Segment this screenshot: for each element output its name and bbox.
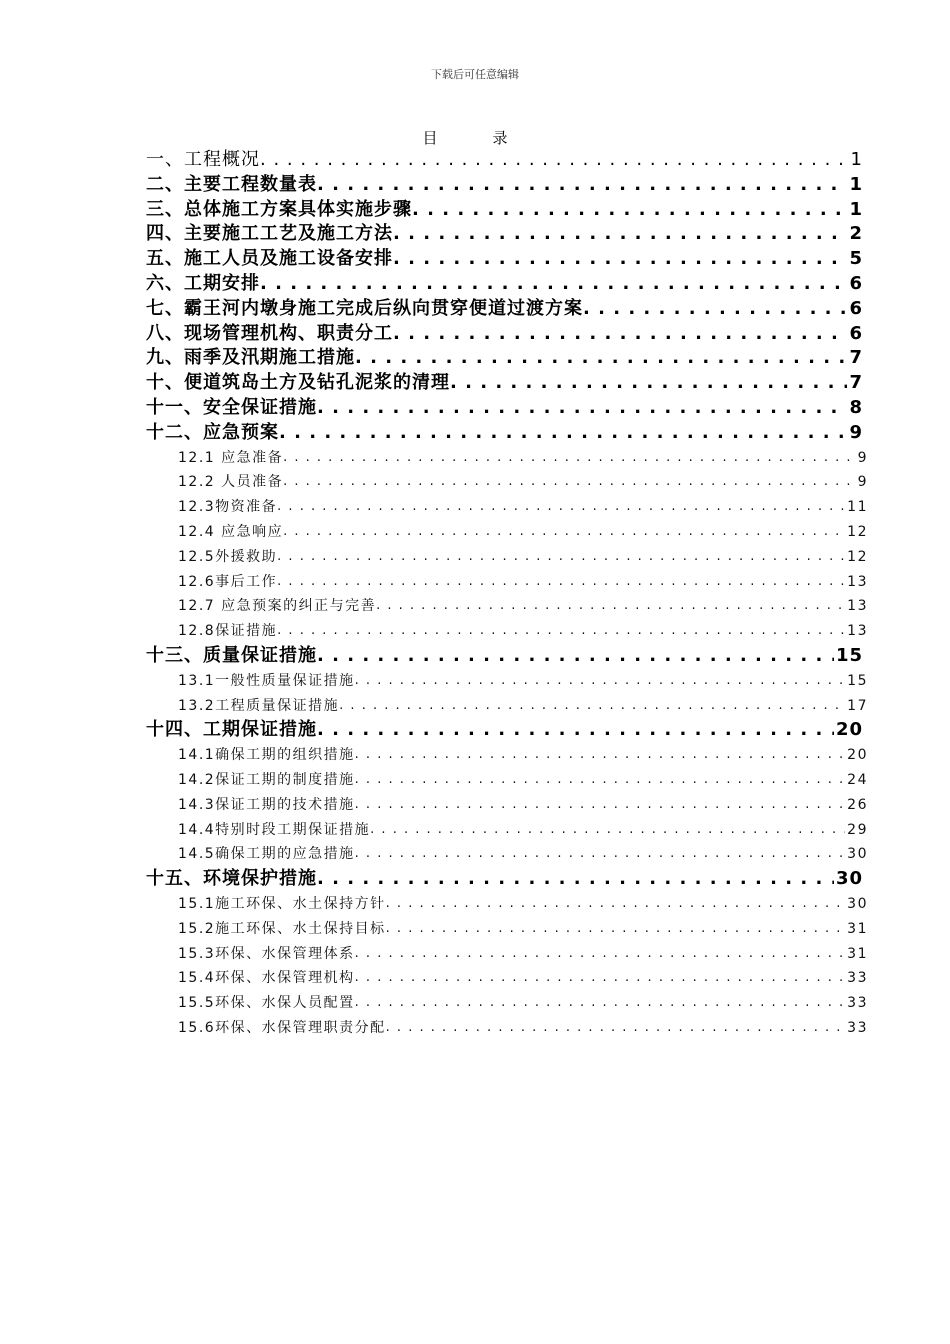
dot-leader xyxy=(283,446,855,471)
dot-leader xyxy=(412,198,847,223)
toc-entry-label: 12.1 应急准备 xyxy=(178,446,283,471)
toc-entry-label: 三、总体施工方案具体实施步骤 xyxy=(146,198,412,223)
toc-page-number: 7 xyxy=(847,371,863,396)
toc-page-number: 11 xyxy=(845,495,868,520)
toc-page-number: 6 xyxy=(847,272,863,297)
toc-page-number: 6 xyxy=(847,297,863,322)
toc-entry-label: 12.2 人员准备 xyxy=(178,470,283,495)
toc-entry-label: 13.2工程质量保证措施 xyxy=(178,694,339,719)
dot-leader xyxy=(386,917,846,942)
toc-page-number: 33 xyxy=(845,991,868,1016)
dot-leader xyxy=(283,470,855,495)
toc-page-number: 9 xyxy=(856,470,868,495)
toc-entry-label: 13.1一般性质量保证措施 xyxy=(178,669,355,694)
toc-section-entry[interactable] xyxy=(146,222,863,247)
toc-section-entry[interactable] xyxy=(146,867,863,892)
dot-leader xyxy=(355,768,846,793)
dot-leader xyxy=(339,694,845,719)
toc-section-entry[interactable] xyxy=(146,718,863,743)
toc-section-entry[interactable] xyxy=(146,272,863,297)
toc-page-number: 20 xyxy=(834,718,863,743)
toc-section-entry[interactable] xyxy=(146,322,863,347)
toc-page-number: 15 xyxy=(845,669,868,694)
toc-subsection-entry[interactable] xyxy=(146,991,868,1016)
toc-entry-label: 12.6事后工作 xyxy=(178,570,277,595)
toc-entry-label: 七、霸王河内墩身施工完成后纵向贯穿便道过渡方案 xyxy=(146,297,583,322)
toc-entry-label: 一、工程概况 xyxy=(146,148,260,173)
dot-leader xyxy=(450,371,847,396)
toc-entry-label: 12.4 应急响应 xyxy=(178,520,283,545)
toc-entry-label: 15.4环保、水保管理机构 xyxy=(178,966,355,991)
toc-entry-label: 12.3物资准备 xyxy=(178,495,277,520)
toc-entry-label: 八、现场管理机构、职责分工 xyxy=(146,322,393,347)
toc-entry-label: 12.8保证措施 xyxy=(178,619,277,644)
toc-page-number: 31 xyxy=(845,917,868,942)
toc-entry-label: 15.3环保、水保管理体系 xyxy=(178,942,355,967)
toc-page-number: 12 xyxy=(845,545,868,570)
dot-leader xyxy=(283,520,845,545)
toc-section-entry[interactable] xyxy=(146,297,863,322)
toc-section-entry[interactable] xyxy=(146,247,863,272)
toc-section-entry[interactable] xyxy=(146,198,863,223)
dot-leader xyxy=(583,297,847,322)
toc-subsection-entry[interactable] xyxy=(146,842,868,867)
toc-page-number: 26 xyxy=(845,793,868,818)
toc-entry-label: 15.1施工环保、水土保持方针 xyxy=(178,892,386,917)
toc-page-number: 1 xyxy=(847,198,863,223)
toc-subsection-entry[interactable] xyxy=(146,570,868,595)
dot-leader xyxy=(317,173,847,198)
toc-subsection-entry[interactable] xyxy=(146,669,868,694)
dot-leader xyxy=(260,148,849,173)
toc-page-number: 29 xyxy=(845,818,868,843)
toc-subsection-entry[interactable] xyxy=(146,446,868,471)
toc-entry-label: 12.7 应急预案的纠正与完善 xyxy=(178,594,376,619)
dot-leader xyxy=(370,818,845,843)
toc-entry-label: 十五、环境保护措施 xyxy=(146,867,317,892)
toc-page-number: 7 xyxy=(847,346,863,371)
toc-page-number: 13 xyxy=(845,570,868,595)
dot-leader xyxy=(317,867,834,892)
toc-entry-label: 四、主要施工工艺及施工方法 xyxy=(146,222,393,247)
toc-page-number: 9 xyxy=(856,446,868,471)
dot-leader xyxy=(277,570,845,595)
toc-subsection-entry[interactable] xyxy=(146,520,868,545)
toc-page-number: 9 xyxy=(847,421,863,446)
toc-subsection-entry[interactable] xyxy=(146,892,868,917)
toc-entry-label: 十、便道筑岛土方及钻孔泥浆的清理 xyxy=(146,371,450,396)
toc-subsection-entry[interactable] xyxy=(146,768,868,793)
toc-subsection-entry[interactable] xyxy=(146,966,868,991)
dot-leader xyxy=(355,346,847,371)
toc-entry-label: 15.5环保、水保人员配置 xyxy=(178,991,355,1016)
toc-subsection-entry[interactable] xyxy=(146,743,868,768)
toc-entry-label: 十四、工期保证措施 xyxy=(146,718,317,743)
toc-subsection-entry[interactable] xyxy=(146,818,868,843)
dot-leader xyxy=(376,594,845,619)
toc-entry-label: 十二、应急预案 xyxy=(146,421,279,446)
toc-page-number: 33 xyxy=(845,1016,868,1041)
toc-subsection-entry[interactable] xyxy=(146,470,868,495)
toc-page-number: 2 xyxy=(847,222,863,247)
toc-section-entry[interactable] xyxy=(146,644,863,669)
dot-leader xyxy=(355,669,846,694)
dot-leader xyxy=(386,892,846,917)
dot-leader xyxy=(260,272,847,297)
toc-page-number: 17 xyxy=(845,694,868,719)
toc-page-number: 12 xyxy=(845,520,868,545)
toc-page-number: 8 xyxy=(847,396,863,421)
dot-leader xyxy=(355,793,846,818)
toc-entry-label: 二、主要工程数量表 xyxy=(146,173,317,198)
toc-entry-label: 14.2保证工期的制度措施 xyxy=(178,768,355,793)
toc-subsection-entry[interactable] xyxy=(146,495,868,520)
toc-entry-label: 14.5确保工期的应急措施 xyxy=(178,842,355,867)
dot-leader xyxy=(317,396,847,421)
dot-leader xyxy=(277,545,845,570)
toc-section-entry[interactable] xyxy=(146,396,863,421)
dot-leader xyxy=(355,743,846,768)
dot-leader xyxy=(355,966,846,991)
dot-leader xyxy=(355,842,846,867)
toc-section-entry[interactable] xyxy=(146,173,863,198)
toc-entry-label: 14.4特别时段工期保证措施 xyxy=(178,818,370,843)
toc-entry-label: 15.2施工环保、水土保持目标 xyxy=(178,917,386,942)
toc-page-number: 30 xyxy=(845,892,868,917)
toc-page-number: 33 xyxy=(845,966,868,991)
toc-subsection-entry[interactable] xyxy=(146,917,868,942)
toc-page-number: 13 xyxy=(845,594,868,619)
dot-leader xyxy=(279,421,847,446)
dot-leader xyxy=(355,991,846,1016)
toc-entry-label: 五、施工人员及施工设备安排 xyxy=(146,247,393,272)
toc-page-number: 6 xyxy=(847,322,863,347)
toc-entry-label: 15.6环保、水保管理职责分配 xyxy=(178,1016,386,1041)
toc-page-number: 24 xyxy=(845,768,868,793)
toc-page-number: 20 xyxy=(845,743,868,768)
dot-leader xyxy=(317,718,834,743)
toc-subsection-entry[interactable] xyxy=(146,1016,868,1041)
toc-section-entry[interactable] xyxy=(146,371,863,396)
toc-entry-label: 九、雨季及汛期施工措施 xyxy=(146,346,355,371)
toc-title: 目 录 xyxy=(422,129,528,147)
toc-section-entry[interactable] xyxy=(146,421,863,446)
toc-entry-label: 12.5外援救助 xyxy=(178,545,277,570)
toc-page-number: 1 xyxy=(847,173,863,198)
dot-leader xyxy=(355,942,846,967)
toc-entry-label: 14.3保证工期的技术措施 xyxy=(178,793,355,818)
dot-leader xyxy=(277,619,845,644)
toc-page-number: 1 xyxy=(849,148,863,173)
toc-page-number: 15 xyxy=(834,644,863,669)
toc-page-number: 31 xyxy=(845,942,868,967)
dot-leader xyxy=(386,1016,846,1041)
toc-subsection-entry[interactable] xyxy=(146,594,868,619)
dot-leader xyxy=(393,222,847,247)
toc-subsection-entry[interactable] xyxy=(146,619,868,644)
toc-page-number: 30 xyxy=(845,842,868,867)
toc-entry-label: 六、工期安排 xyxy=(146,272,260,297)
dot-leader xyxy=(393,322,847,347)
page-header: 下载后可任意编辑 xyxy=(431,68,519,81)
toc-subsection-entry[interactable] xyxy=(146,942,868,967)
toc-subsection-entry[interactable] xyxy=(146,545,868,570)
dot-leader xyxy=(317,644,834,669)
dot-leader xyxy=(277,495,845,520)
toc-entry-label: 14.1确保工期的组织措施 xyxy=(178,743,355,768)
table-of-contents xyxy=(146,148,868,1041)
toc-subsection-entry[interactable] xyxy=(146,694,868,719)
dot-leader xyxy=(393,247,847,272)
toc-section-entry[interactable] xyxy=(146,148,863,173)
toc-entry-label: 十三、质量保证措施 xyxy=(146,644,317,669)
toc-entry-label: 十一、安全保证措施 xyxy=(146,396,317,421)
toc-page-number: 30 xyxy=(834,867,863,892)
toc-subsection-entry[interactable] xyxy=(146,793,868,818)
toc-page-number: 5 xyxy=(847,247,863,272)
toc-section-entry[interactable] xyxy=(146,346,863,371)
toc-page-number: 13 xyxy=(845,619,868,644)
